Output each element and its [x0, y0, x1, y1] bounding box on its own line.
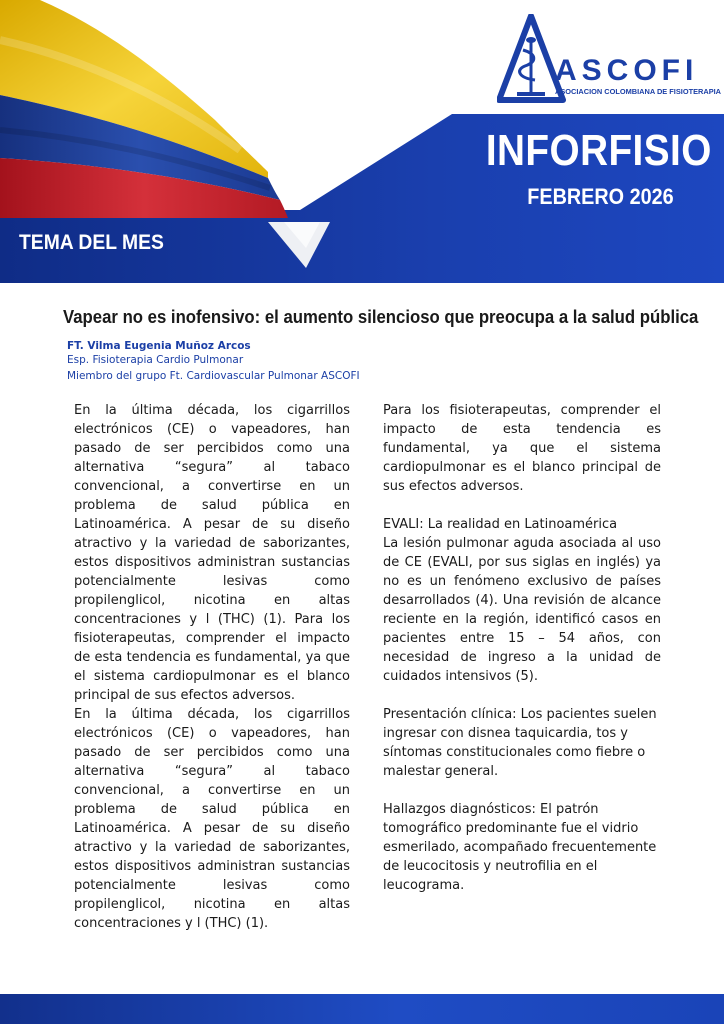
paragraph-diagnostic: Hallazgos diagnósticos: El patrón tomográfico predominante fue el vidrio esmerilado, acompañado frecuentemente de leucocitosis y neutrofilia en el leucograma.	[383, 802, 657, 893]
logo-text: ASCOFI	[555, 54, 699, 87]
publication-date: FEBRERO 2026	[527, 184, 674, 209]
ascofi-logo	[497, 14, 722, 106]
footer-bar	[0, 994, 724, 1024]
section-heading-evali: EVALI: La realidad en Latinoamérica	[383, 517, 618, 532]
author-name: FT. Vilma Eugenia Muñoz Arcos	[67, 340, 251, 352]
article-title: Vapear no es inofensivo: el aumento silencioso que preocupa a la salud pública	[63, 307, 699, 327]
page-header	[0, 0, 724, 290]
paragraph-clinical: Presentación clínica: Los pacientes suelen ingresar con disnea taquicardia, tos y síntomas constitucionales como fiebre o malestar general.	[383, 707, 657, 779]
paragraph: En la última década, los cigarrillos electrónicos (CE) o vapeadores, han pasado de ser percibidos como una alternativa “segura” al tabaco convencional, a convertirse en un problema de salud pública en Latinoamérica. A pesar de su diseño atractivo y la variedad de saborizantes, estos dispositivos administran sustancias potencialmente lesivas como propilenglicol, nicotina en altas concentraciones y l (THC) (1).	[74, 707, 350, 931]
paragraph: Para los fisioterapeutas, comprender el impacto de esta tendencia es fundamental, ya que el sistema cardiopulmonar es el blanco principal de sus efectos adversos.	[383, 403, 661, 494]
paragraph: En la última década, los cigarrillos electrónicos (CE) o vapeadores, han pasado de ser percibidos como una alternativa “segura” al tabaco convencional, a convertirse en un problema de salud pública en Latinoamérica. A pesar de su diseño atractivo y la variedad de saborizantes, estos dispositivos administran sustancias potencialmente lesivas como propilenglicol, nicotina en altas concentraciones y l (THC) (1). Para los fisioterapeutas, comprender el impacto de esta tendencia es fundamental, ya que el sistema cardiopulmonar es el blanco principal de sus efectos adversos.	[74, 403, 350, 703]
publication-name: INFORFISIO	[486, 126, 712, 175]
author-group: Miembro del grupo Ft. Cardiovascular Pulmonar ASCOFI	[67, 370, 360, 382]
right-column	[383, 401, 661, 914]
paragraph: La lesión pulmonar aguda asociada al uso de CE (EVALI, por sus siglas en inglés) ya no es un fenómeno exclusivo de países desarrollados (4). Una revisión de alcance reciente en la región, identificó casos en pacientes entre 15 – 54 años, con necesidad de ingreso a la unidad de cuidados intensivos (5).	[383, 536, 661, 684]
left-column	[74, 401, 350, 933]
logo-subtitle: ASOCIACION COLOMBIANA DE FISIOTERAPIA	[555, 87, 722, 96]
section-label: TEMA DEL MES	[19, 231, 164, 254]
author-role: Esp. Fisioterapia Cardio Pulmonar	[67, 354, 244, 366]
